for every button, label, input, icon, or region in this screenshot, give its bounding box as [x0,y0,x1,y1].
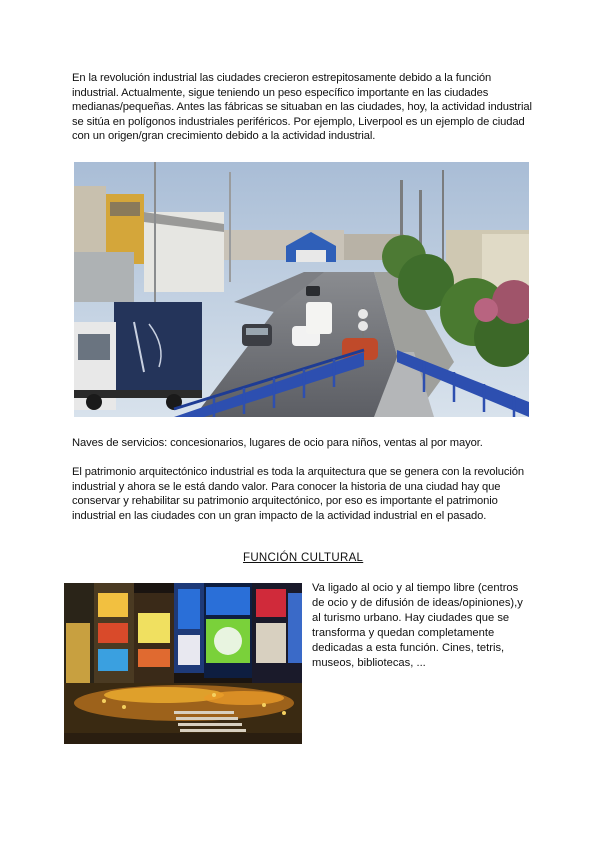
naves-paragraph: Naves de servicios: concesionarios, lugares de ocio para niños, ventas al por mayor. [72,437,483,449]
patrimonio-paragraph: El patrimonio arquitectónico industrial es toda la arquitectura que se genera con la revolución industrial y ahora se le está dando valor. Para conocer la historia de una ciudad hay que conservar y rehabilitar su patrimonio arquitectónico, por eso es importante el patrimonio industrial en las ciudades con un gran impacto de la actividad industrial en el pasado. [72,466,524,522]
industrial-area-photo [74,162,529,417]
intro-paragraph: En la revolución industrial las ciudades crecieron estrepitosamente debido a la función industrial. Actualmente, sigue teniendo un peso específico importante en las ciudades medianas/pequeñas. Antes las fábricas se situaban en las ciudades, hoy, la actividad industrial se sitúa en polígonos industriales periféricos. Por ejemplo, Liverpool es un ejemplo de ciudad con un origen/gran crecimiento debido a la actividad industrial. [72,72,532,143]
section-heading: FUNCIÓN CULTURAL [243,552,364,564]
city-night-illustration [64,583,302,744]
industrial-area-illustration [74,162,529,417]
times-square-photo [64,583,302,744]
cultural-function-text: Va ligado al ocio y al tiempo libre (centros de ocio y de difusión de ideas/opiniones),y al turismo urbano. Hay ciudades que se transforma y quedan completamente dedicadas a esta función. Cines, tetris, museos, bibliotecas, ... [312,582,523,669]
